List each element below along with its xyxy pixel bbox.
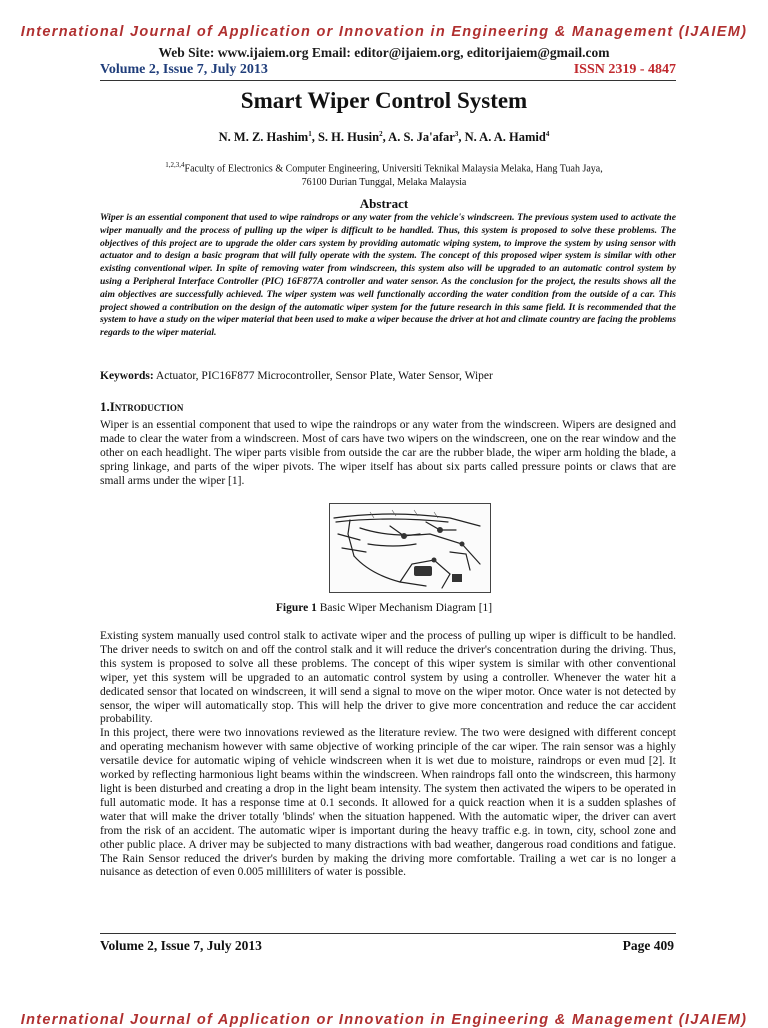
affiliation-line-2: 76100 Durian Tunggal, Melaka Malaysia: [301, 177, 467, 189]
author-name: S. H. Husin: [317, 130, 380, 145]
keywords-list: Actuator, PIC16F877 Microcontroller, Sensor Plate, Water Sensor, Wiper: [153, 370, 493, 382]
author-separator: ,: [311, 130, 318, 145]
footer-volume: Volume 2, Issue 7, July 2013: [100, 938, 262, 953]
keywords-label: Keywords:: [100, 370, 154, 382]
body-text: [100, 630, 676, 880]
author-separator: ,: [382, 130, 389, 145]
author-name: N. A. A. Hamid: [464, 130, 546, 145]
paragraph: Wiper is an essential component that used to wipe the raindrops or any water from the windscreen. Wipers are designed and made to clear the water from a windscreen. Most of cars have two wipers on the windscreen, one on the rear window and the other on each headlight. The wiper parts visible from outside the car are the rubber blade, the wiper arm holding the blade, a spring linkage, and parts of the wiper pivots. The wiper itself has about six parts called pressure points or claws that are small arms under the wiper [1].: [100, 419, 676, 487]
section-title: Introduction: [109, 399, 184, 414]
figure-caption: [0, 602, 768, 614]
figure-caption-text: Basic Wiper Mechanism Diagram [1]: [316, 602, 493, 614]
affiliation-sup: 1,2,3,4: [165, 161, 185, 169]
wiper-mechanism-illustration: [330, 504, 490, 592]
footer-page-number: Page 409: [622, 938, 674, 953]
figure-label: Figure 1: [275, 602, 317, 614]
author-separator: ,: [458, 130, 465, 145]
header-divider: [100, 80, 676, 81]
author-sup: 4: [545, 130, 550, 138]
header-issn: ISSN 2319 - 4847: [573, 62, 676, 77]
figure-wiper-mechanism: [329, 503, 491, 593]
journal-website-line: Web Site: www.ijaiem.org Email: editor@ijaiem.org, editorijaiem@gmail.com: [158, 45, 610, 60]
paragraph: Existing system manually used control stalk to activate wiper and the process of pulling up wiper is difficult to be handled. The driver needs to switch on and off the control stalk and it will reduce the driver's concentration during the driving. Thus, this system is proposed to solve all these problems. The concept of this wiper system is similar with other conventional wiper, yet this system will be upgraded to an automatic control system by using a controller. Whenever the water hit a dedicated sensor that located on windscreen, it will send a signal to move on the wiper motor. Once water is not detected by sensor, the wiper will automatically stop. This will help the driver to give more concentration and reduce the car accident probability.: [100, 630, 676, 726]
author-sup: 1: [308, 130, 312, 138]
section-heading-introduction: [100, 399, 183, 415]
paragraph: In this project, there were two innovations reviewed as the literature review. The two were designed with different concept and operating mechanism however with same objective of working principle of the car wiper. The rain sensor was a highly versatile device for automatic wiping of vehicle windscreen when it is wet due to moisture, raindrops or even mud [2]. It worked by reflecting harmonious light beams within the windscreen. When raindrops fall onto the windscreen, this harmony light is been disturbed and creating a drop in the light beam intensity. The system then activated the wipers to be operated in full automatic mode. It has a response time at 0.1 seconds. It allowed for a quick reaction when it is a sudden splashes of water that will make the driver totally 'blinds' when the situation happened. With the automatic wiper, the driver can avert from the risk of an accident. The automatic wiper is important during the heavy traffic e.g. in town, city, school zone and other public place. A driver may be subjected to many distractions with bad weather, dangerous road conditions and fatigue. The Rain Sensor reduced the driver's burden by making the driving more comfortable. Trailing a wet car is no longer a nuisance as detection of even 0.005 milliliters of water is possible.: [100, 727, 676, 879]
author-name: A. S. Ja'afar: [388, 130, 455, 145]
abstract-text: Wiper is an essential component that used to wipe raindrops or any water from the vehicle's windscreen. The previous system used to activate the wiper manually and the process of pulling up the wiper is difficult to be handled. Thus, this system is proposed to solve these problems. The objectives of this project are to upgrade the older cars system by providing automatic wiping system, to improve the system by using sensor with actuator and to design a basic program that will fully operate with the system. The concept of this proposed wiper system is similar with other existing conventional wiper. In spite of removing water from windscreen, this system also will be upgraded to an automatic control system by using a Peripheral Interface Controller (PIC) 16F877A controller and water sensor. As the conclusion for the project, the results shows all the aim objectives are successfully achieved. The wiper system was well functionally according the water condition from the outside of a car. This project showed a contribution on the design of the automatic wiper system for the future research in this same field. It is recommended that the system to have a study on the wiper material that been used to make a wiper because the driver at hot and climate country are facing the problems regards to the wiper material.: [100, 212, 676, 339]
affiliation-line-1: [0, 158, 768, 176]
author-sup: 3: [454, 130, 459, 138]
author-name: N. M. Z. Hashim: [218, 130, 309, 145]
author-sup: 2: [379, 130, 383, 138]
paper-title: Smart Wiper Control System: [240, 88, 528, 113]
next-page-journal-title: International Journal of Application or Innovation in Engineering & Management (IJAIEM): [20, 1012, 748, 1028]
affiliation: [0, 158, 768, 190]
journal-title: International Journal of Application or Innovation in Engineering & Management (IJAIEM): [20, 24, 748, 40]
section-number: 1.: [100, 399, 110, 414]
abstract-heading: Abstract: [359, 196, 409, 211]
introduction-paragraph: [100, 419, 676, 489]
keywords: [100, 370, 676, 382]
author-list: [0, 130, 768, 145]
header-volume: Volume 2, Issue 7, July 2013: [100, 62, 268, 77]
footer-divider: [100, 933, 676, 934]
affiliation-text: Faculty of Electronics & Computer Engineering, Universiti Teknikal Malaysia Melaka, Hang Tuah Jaya,: [184, 163, 603, 175]
